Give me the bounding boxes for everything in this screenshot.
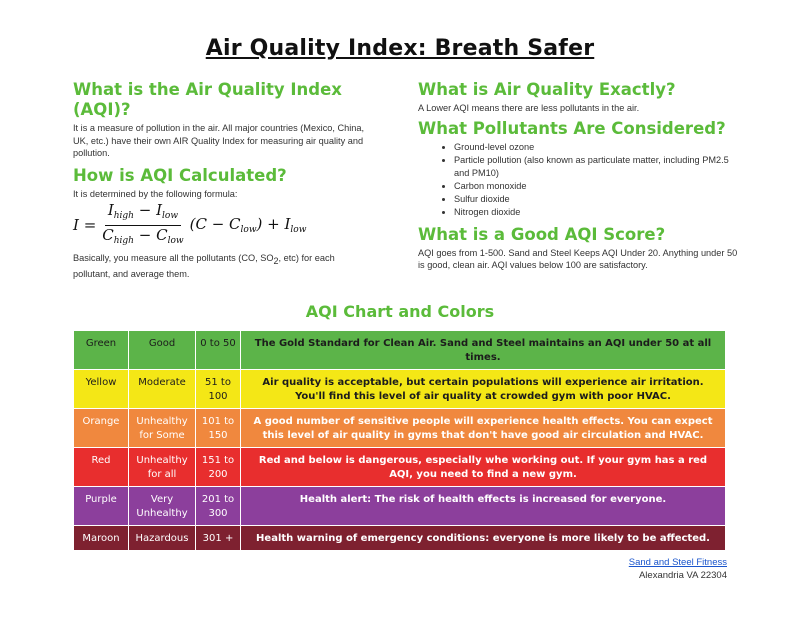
list-item: • Ground-level ozone [454, 141, 738, 154]
description-cell: The Gold Standard for Clean Air. Sand and Steel maintains an AQI under 50 at all times. [241, 331, 726, 370]
heading-what-is-air-quality: What is Air Quality Exactly? [418, 80, 676, 99]
heading-pollutants: What Pollutants Are Considered? [418, 118, 726, 138]
color-name-cell: Green [74, 331, 129, 370]
range-cell: 101 to 150 [196, 409, 241, 448]
pollutant-list [418, 141, 738, 219]
page-title: Air Quality Index: Breath Safer [205, 36, 595, 61]
heading-what-is-aqi: What is the Air Quality Index (AQI)? [73, 80, 342, 119]
formula-denominator: $C_{high} - C_{low}$ [102, 225, 184, 246]
range-cell: 201 to 300 [196, 487, 241, 526]
table-row [74, 487, 726, 526]
color-name-cell: Yellow [74, 370, 129, 409]
right-column [418, 80, 738, 272]
formula-lhs: I = [73, 216, 97, 234]
color-name-cell: Maroon [74, 526, 129, 551]
range-cell: 151 to 200 [196, 448, 241, 487]
good-score-text: AQI goes from 1-500. Sand and Steel Keeps AQI Under 20. Anything under 50 is good, clean air. AQI values below 100 are satisfactory. [418, 247, 738, 270]
table-row [74, 331, 726, 370]
what-is-aqi-text: It is a measure of pollution in the air. All major countries (Mexico, China, UK, etc.) have their own AIR Quality Index for measuring air quality and pollution. [73, 123, 365, 158]
formula-rest: $(C - C_{low}) + I_{low}$ [189, 215, 307, 235]
description-cell: Health alert: The risk of health effects is increased for everyone. [241, 487, 726, 526]
heading-good-score: What is a Good AQI Score? [418, 224, 666, 244]
table-row [74, 409, 726, 448]
company-address: Alexandria VA 22304 [638, 570, 727, 581]
level-cell: Hazardous [129, 526, 196, 551]
formula-numerator: $I_{high} - I_{low}$ [105, 202, 181, 226]
description-cell: A good number of sensitive people will experience health effects. You can expect this level of air quality in gyms that don't have good air circulation and HVAC. [241, 409, 726, 448]
range-cell: 51 to 100 [196, 370, 241, 409]
level-cell: Unhealthy for Some [129, 409, 196, 448]
list-item: • Nitrogen dioxide [454, 206, 738, 219]
aqi-formula [73, 200, 373, 246]
color-name-cell: Orange [74, 409, 129, 448]
how-calculated-text: It is determined by the following formula: [73, 188, 238, 199]
level-cell: Unhealthy for all [129, 448, 196, 487]
chart-title: AQI Chart and Colors [305, 302, 495, 321]
level-cell: Good [129, 331, 196, 370]
how-calculated-explanation: Basically, you measure all the pollutants (CO, $SO_2$, etc) for each pollutant, and average them. [73, 253, 335, 279]
description-cell: Health warning of emergency conditions: everyone is more likely to be affected. [241, 526, 726, 551]
range-cell: 0 to 50 [196, 331, 241, 370]
table-row [74, 448, 726, 487]
table-row [74, 370, 726, 409]
color-name-cell: Purple [74, 487, 129, 526]
left-column [73, 80, 373, 280]
description-cell: Air quality is acceptable, but certain populations will experience air irritation. You'll find this level of air quality at crowded gym with poor HVAC. [241, 370, 726, 409]
level-cell: Moderate [129, 370, 196, 409]
level-cell: Very Unhealthy [129, 487, 196, 526]
heading-how-calculated: How is AQI Calculated? [73, 165, 287, 185]
list-item: • Particle pollution (also known as particulate matter, including PM2.5 and PM10) [454, 154, 738, 180]
aqi-table [73, 330, 726, 551]
color-name-cell: Red [74, 448, 129, 487]
company-link[interactable]: Sand and Steel Fitness [628, 557, 727, 568]
description-cell: Red and below is dangerous, especially whe working out. If your gym has a red AQI, you need to find a new gym. [241, 448, 726, 487]
footer [629, 556, 727, 582]
air-quality-text: A Lower AQI means there are less pollutants in the air. [418, 103, 640, 113]
list-item: • Carbon monoxide [454, 180, 738, 193]
table-row [74, 526, 726, 551]
list-item: • Sulfur dioxide [454, 193, 738, 206]
formula-fraction [99, 202, 186, 249]
range-cell: 301 + [196, 526, 241, 551]
